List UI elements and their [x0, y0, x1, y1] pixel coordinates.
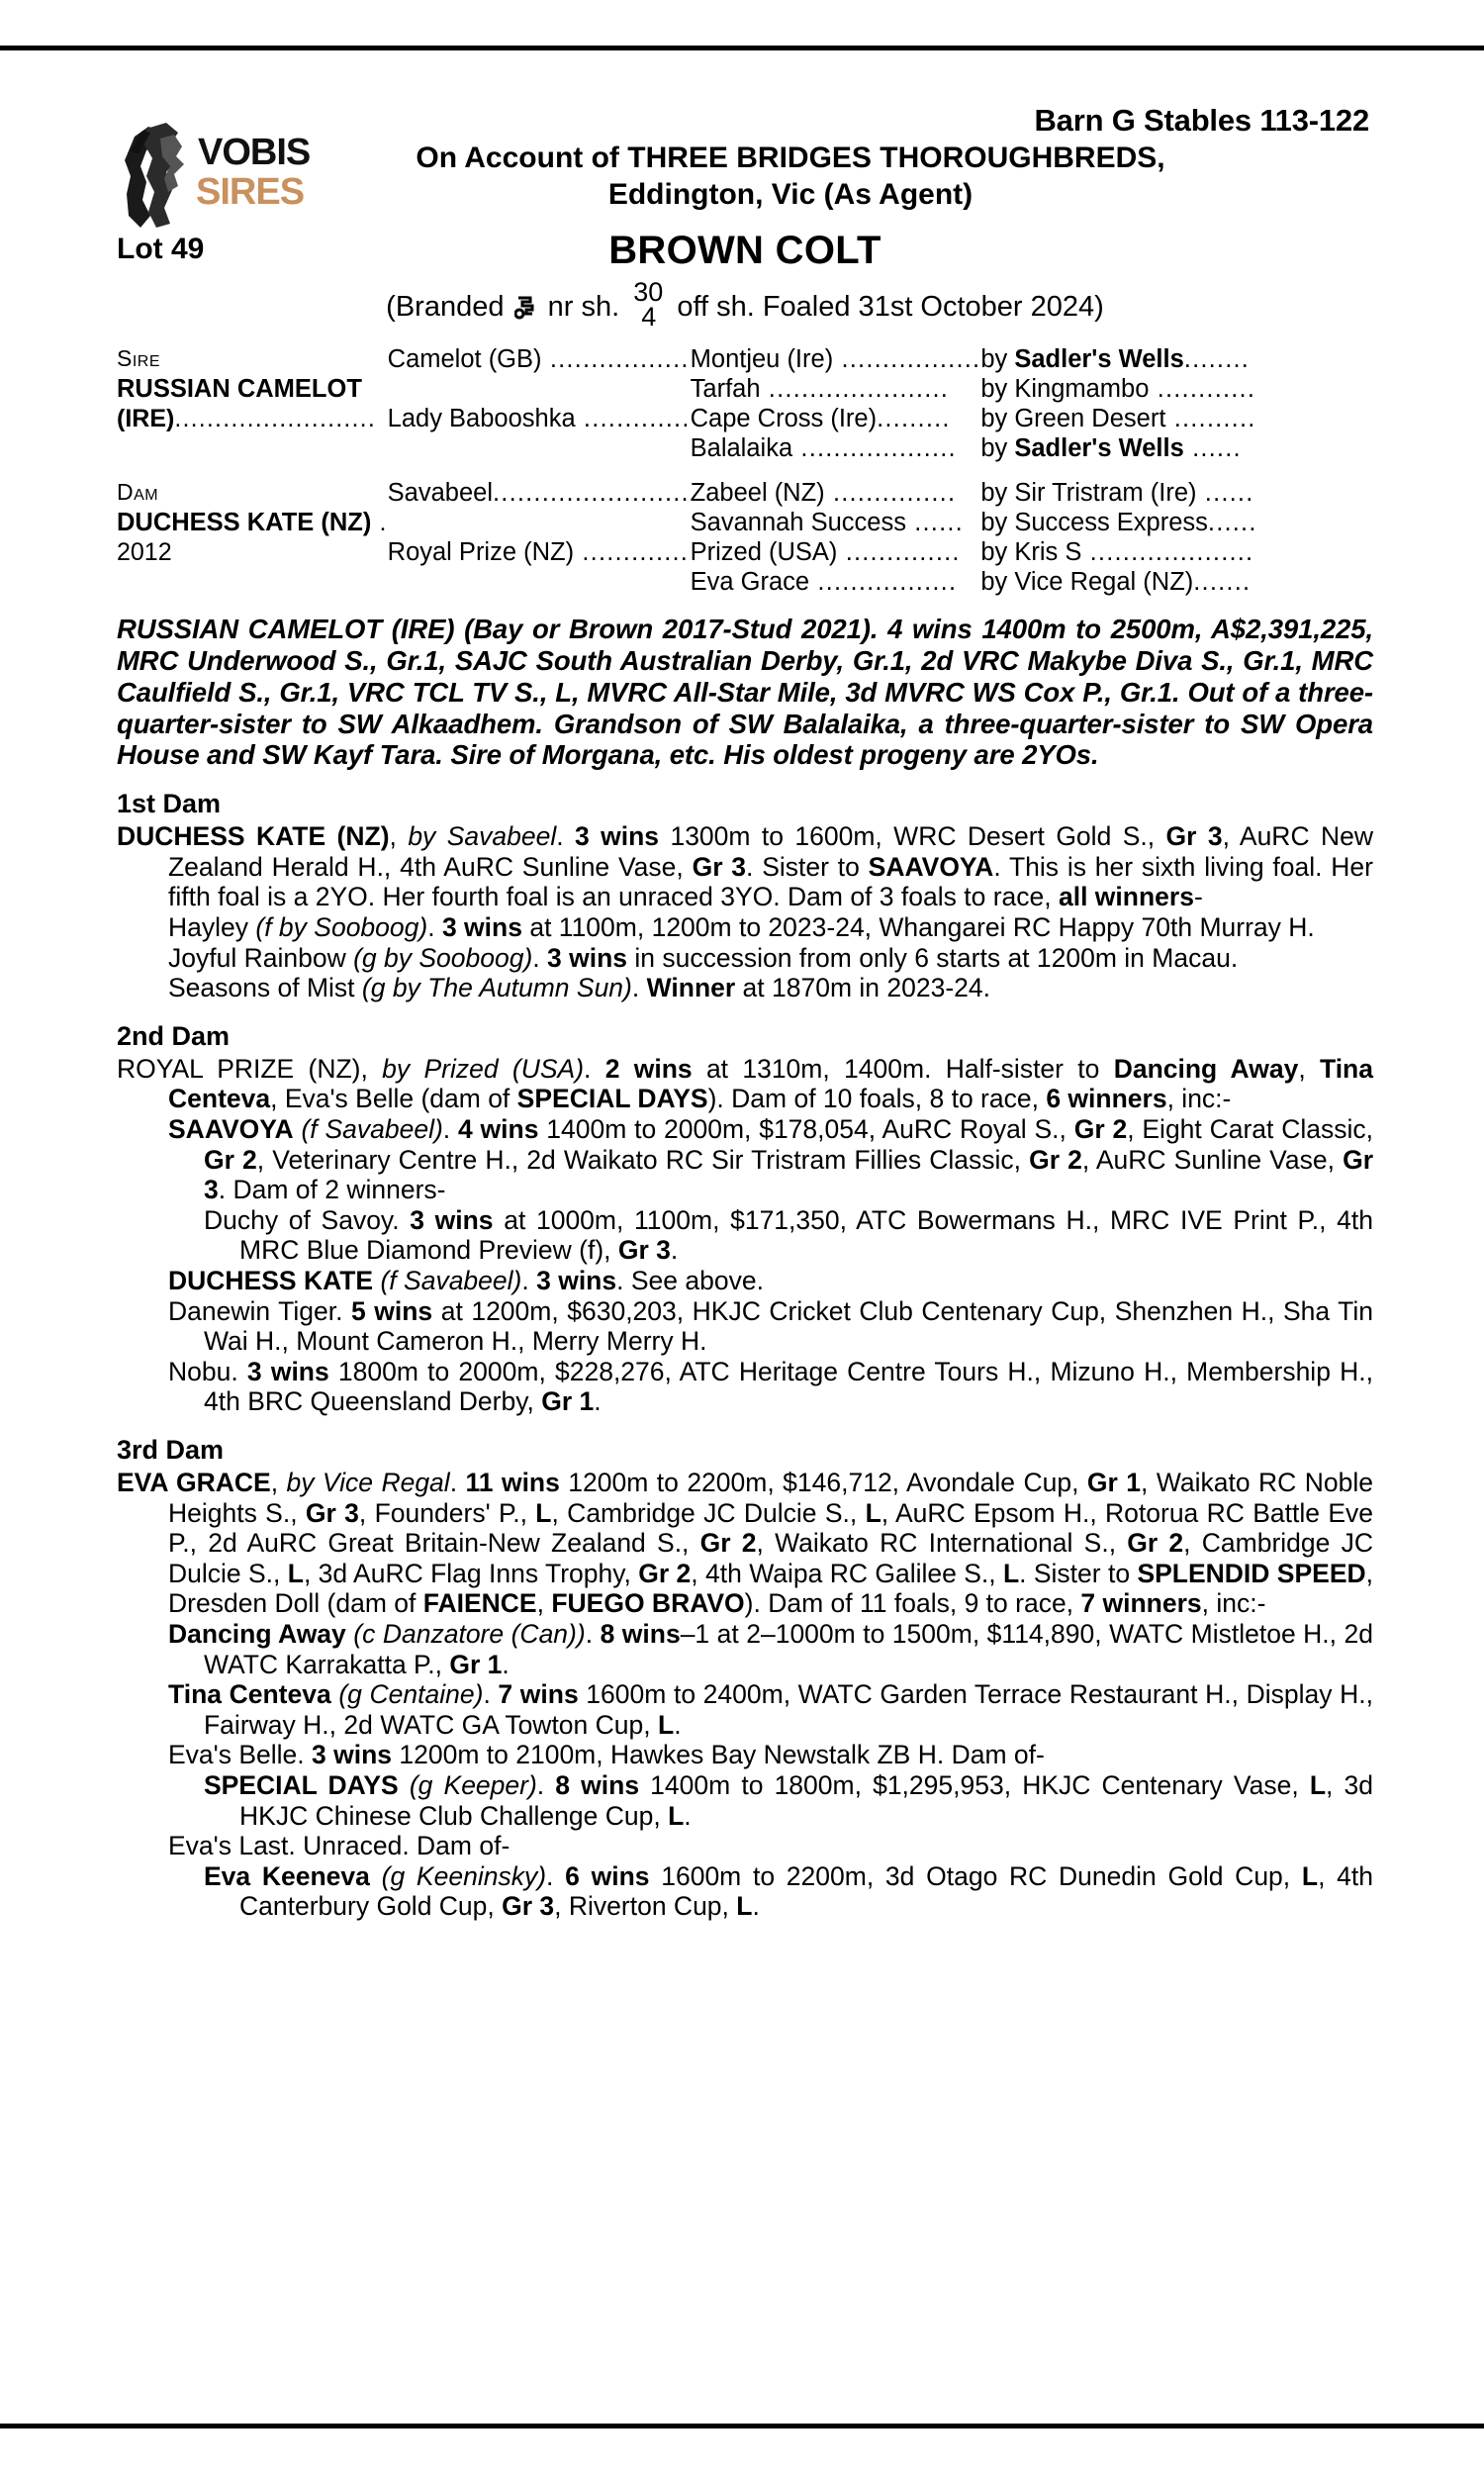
- pedigree-g3-5: [690, 508, 981, 540]
- pedigree-g2-3: [387, 537, 691, 570]
- pedigree-entry: SAAVOYA (f Savabeel). 4 wins 1400m to 2000m, $178,054, AuRC Royal S., Gr 2, Eight Carat Classic, Gr 2, Veterinary Centre H., 2d Waikato RC Sir Tristram Fillies Classic, Gr 2, AuRC Sunline Vase, Gr 3. Dam of 2 winners-: [168, 1114, 1374, 1205]
- spacer-cell: [388, 436, 691, 466]
- pedigree-entry: ROYAL PRIZE (NZ), by Prized (USA). 2 wins at 1310m, 1400m. Half-sister to Dancing Away, Tina Centeva, Eva's Belle (dam of SPECIAL DAYS). Dam of 10 foals, 8 to race, 6 winners, inc:-: [117, 1053, 1373, 1114]
- dots: ....................: [1081, 537, 1254, 566]
- by-word-2: by: [980, 404, 1015, 432]
- pedigree-entry: Nobu. 3 wins 1800m to 2000m, $228,276, ATC Heritage Centre Tours H., Mizuno H., Membership H., 4th BRC Queensland Derby, Gr 1.: [168, 1356, 1373, 1417]
- g3-name-2: Cape Cross (Ire): [690, 404, 878, 432]
- spacer-cell: [388, 511, 691, 540]
- sire-name-line2-cell: [117, 404, 388, 436]
- dots: .............: [575, 404, 691, 432]
- g3-name-0: Montjeu (Ire): [690, 344, 834, 373]
- logo-vobis-text: VOBIS: [198, 132, 311, 173]
- pedigree-entry: Joyful Rainbow (g by Sooboog). 3 wins in succession from only 6 starts at 1200m in Macau.: [168, 942, 1239, 973]
- page-title: BROWN COLT: [608, 229, 881, 273]
- pedigree-g2-0: [387, 344, 691, 377]
- dots: .......: [1193, 567, 1252, 596]
- lot-title-row: [117, 229, 1373, 276]
- pedigree-entry: DUCHESS KATE (f Savabeel). 3 wins. See above.: [168, 1266, 764, 1296]
- g3-name-4: Zabeel (NZ): [690, 478, 825, 507]
- g3-name-7: Eva Grace: [690, 567, 810, 596]
- pedigree-entry: Duchy of Savoy. 3 wins at 1000m, 1100m, $171,350, ATC Bowermans H., MRC IVE Print P., 4th MRC Blue Diamond Preview (f), Gr 3.: [204, 1204, 1373, 1266]
- g3-name-3: Balalaika: [690, 433, 793, 462]
- dots: ......: [1196, 478, 1254, 507]
- dots: ...............: [824, 478, 957, 507]
- g2-name-2: Savabeel: [387, 478, 493, 507]
- vobis-sires-logo: [117, 121, 315, 232]
- pedigree-g4-2: [980, 404, 1373, 436]
- g4-name-0: Sadler's Wells: [1014, 344, 1184, 373]
- pedigree-entry: Eva Keeneva (g Keeninsky). 6 wins 1600m to 2200m, 3d Otago RC Dunedin Gold Cup, L, 4th Canterbury Gold Cup, Gr 3, Riverton Cup, L.: [204, 1860, 1374, 1922]
- horse-and-jockey-icon: [125, 123, 184, 228]
- pedigree-g3-4: [690, 478, 981, 511]
- pedigree-g4-4: [980, 478, 1373, 511]
- dots: .................: [809, 567, 958, 596]
- dots: ............: [1149, 374, 1256, 403]
- dots: ......: [905, 508, 964, 536]
- dam-heading: 3rd Dam: [117, 1434, 225, 1465]
- pedigree-g4-5: [980, 508, 1373, 540]
- g4-name-3: Sadler's Wells: [1014, 433, 1184, 462]
- pedigree-g3-7: [690, 567, 981, 600]
- g4-name-2: Green Desert: [1014, 404, 1166, 432]
- pedigree-g2-2: [387, 478, 691, 511]
- dots: .................: [541, 344, 690, 373]
- pedigree-entry: Tina Centeva (g Centaine). 7 wins 1600m to 2400m, WATC Garden Terrace Restaurant H., Display H., Fairway H., 2d WATC GA Towton Cup, L.: [168, 1679, 1373, 1740]
- branded-mid: nr sh.: [547, 291, 620, 324]
- g3-name-1: Tarfah: [690, 374, 761, 403]
- pedigree-entry: DUCHESS KATE (NZ), by Savabeel. 3 wins 1300m to 1600m, WRC Desert Gold S., Gr 3, AuRC New Zealand Herald H., 4th AuRC Sunline Vase, Gr 3. Sister to SAAVOYA. This is her sixth living foal. Her fifth foal is a 2YO. Her fourth foal is an unraced 3YO. Dam of 3 foals to race, all winners-: [117, 821, 1374, 912]
- pedigree-g3-6: [690, 537, 981, 570]
- pedigree-g4-3: [980, 433, 1373, 466]
- pedigree-entry: Eva's Last. Unraced. Dam of-: [168, 1831, 510, 1861]
- g2-name-3: Royal Prize (NZ): [387, 537, 575, 566]
- pedigree-entry: EVA GRACE, by Vice Regal. 11 wins 1200m to 2200m, $146,712, Avondale Cup, Gr 1, Waikato RC Noble Heights S., Gr 3, Founders' P., L, Cambridge JC Dulcie S., L, AuRC Epsom H., Rotorua RC Battle Eve P., 2d AuRC Great Britain-New Zealand S., Gr 2, Waikato RC International S., Gr 2, Cambridge JC Dulcie S., L, 3d AuRC Flag Inns Trophy, Gr 2, 4th Waipa RC Galilee S., L. Sister to SPLENDID SPEED, Dresden Doll (dam of FAIENCE, FUEGO BRAVO). Dam of 11 foals, 9 to race, 7 winners, inc:-: [117, 1467, 1374, 1619]
- top-rule: [0, 46, 1484, 50]
- dam-year: 2012: [117, 537, 172, 566]
- sire-performance-paragraph: RUSSIAN CAMELOT (IRE) (Bay or Brown 2017-Stud 2021). 4 wins 1400m to 2500m, A$2,391,225, MRC Underwood S., Gr.1, SAJC South Australian Derby, Gr.1, 2d VRC Makybe Diva S., Gr.1, MRC Caulfield S., Gr.1, VRC TCL TV S., L, MVRC All-Star Mile, 3d MVRC WS Cox P., Gr.1. Out of a three-quarter-sister to SW Alkaadhem. Grandson of SW Balalaika, a three-quarter-sister to SW Opera House and SW Kayf Tara. Sire of Morgana, etc. His oldest progeny are 2YOs.: [117, 613, 1373, 771]
- by-word-4: by: [980, 478, 1015, 507]
- g4-name-5: Success Express: [1014, 508, 1208, 536]
- g3-name-5: Savannah Success: [690, 508, 906, 536]
- brand-symbol-icon: [514, 292, 538, 322]
- pedigree-entry: Seasons of Mist (g by The Autumn Sun). Winner at 1870m in 2023-24.: [168, 973, 991, 1003]
- g2-name-1: Lady Babooshka: [387, 404, 576, 432]
- by-word-7: by: [980, 567, 1015, 596]
- logo-sires-text: SIRES: [196, 171, 305, 213]
- dam-heading: 1st Dam: [117, 789, 222, 819]
- dots: ......................: [760, 374, 950, 403]
- dots: ...................: [792, 433, 957, 462]
- account-line-1: On Account of THREE BRIDGES THOROUGHBREDS,: [416, 142, 1165, 174]
- pedigree-entry: Hayley (f by Sooboog). 3 wins at 1100m, 1200m to 2023-24, Whangarei RC Happy 70th Murray H.: [168, 912, 1315, 943]
- spacer-cell: [117, 570, 388, 600]
- branding-line: [117, 277, 1373, 333]
- dots: ........: [1183, 344, 1251, 373]
- branded-suffix: off sh. Foaled 31st October 2024): [677, 291, 1104, 324]
- pedigree-g3-1: [690, 374, 981, 407]
- pedigree-g4-1: [980, 374, 1373, 407]
- dots: ......: [1207, 508, 1257, 536]
- by-word-5: by: [980, 508, 1015, 536]
- spacer-cell: [388, 377, 691, 407]
- dam-sections: [117, 789, 1373, 1922]
- g4-name-6: Kris S: [1014, 537, 1082, 566]
- page-content: [117, 99, 1373, 1922]
- pedigree-entry: Dancing Away (c Danzatore (Can)). 8 wins–1 at 2–1000m to 1500m, $114,890, WATC Mistletoe H., 2d WATC Karrakatta P., Gr 1.: [168, 1618, 1373, 1679]
- header: [117, 103, 1373, 213]
- pedigree-g4-6: [980, 537, 1373, 570]
- by-word-0: by: [980, 344, 1015, 373]
- sire-name-line2: (IRE): [117, 404, 175, 432]
- by-word-1: by: [980, 374, 1015, 403]
- dots: .................: [833, 344, 981, 373]
- pedigree-g4-7: [980, 567, 1373, 600]
- pedigree-g3-3: [690, 433, 981, 466]
- dots: .: [371, 508, 388, 536]
- account-line-2: Eddington, Vic (As Agent): [607, 177, 974, 211]
- sire-label: Sire: [117, 344, 161, 371]
- dots: .........................: [174, 404, 376, 432]
- dots: .............: [574, 537, 690, 566]
- dots: ..........: [1165, 404, 1256, 432]
- dam-name: DUCHESS KATE (NZ): [117, 508, 372, 536]
- g4-name-7: Vice Regal (NZ): [1014, 567, 1194, 596]
- dots: ..............: [837, 537, 961, 566]
- pedigree-g2-1: [387, 404, 691, 436]
- dots: .........: [877, 404, 951, 432]
- pedigree-table: [117, 344, 1373, 600]
- dam-label: Dam: [117, 478, 159, 505]
- g2-name-0: Camelot (GB): [387, 344, 542, 373]
- barn-stables-label: Barn G Stables 113-122: [1034, 103, 1369, 138]
- dots: ......: [1183, 433, 1242, 462]
- brand-numerator: 30: [633, 277, 664, 308]
- dam-name-cell: [117, 508, 388, 540]
- bottom-rule: [0, 2424, 1484, 2428]
- dots: ........................: [493, 478, 690, 507]
- lot-number: Lot 49: [117, 233, 205, 266]
- brand-denominator: 4: [641, 302, 657, 333]
- dam-heading: 2nd Dam: [117, 1020, 231, 1051]
- branded-prefix: (Branded: [386, 291, 505, 324]
- pedigree-entry: Danewin Tiger. 5 wins at 1200m, $630,203, HKJC Cricket Club Centenary Cup, Shenzhen H., Sha Tin Wai H., Mount Cameron H., Merry Merry H.: [168, 1295, 1374, 1357]
- sire-name-line1: RUSSIAN CAMELOT: [117, 374, 362, 403]
- pedigree-g3-0: [690, 344, 981, 377]
- g4-name-4: Sir Tristram (Ire): [1014, 478, 1197, 507]
- g3-name-6: Prized (USA): [690, 537, 838, 566]
- pedigree-g4-0: [980, 344, 1373, 377]
- brand-fraction: [633, 277, 664, 333]
- by-word-6: by: [980, 537, 1015, 566]
- spacer-cell: [117, 436, 388, 466]
- pedigree-g3-2: [690, 404, 981, 436]
- g4-name-1: Kingmambo: [1014, 374, 1150, 403]
- by-word-3: by: [980, 433, 1015, 462]
- pedigree-entry: SPECIAL DAYS (g Keeper). 8 wins 1400m to 1800m, $1,295,953, HKJC Centenary Vase, L, 3d HKJC Chinese Club Challenge Cup, L.: [204, 1769, 1373, 1831]
- pedigree-entry: Eva's Belle. 3 wins 1200m to 2100m, Hawkes Bay Newstalk ZB H. Dam of-: [168, 1740, 1045, 1770]
- spacer-cell: [388, 570, 691, 600]
